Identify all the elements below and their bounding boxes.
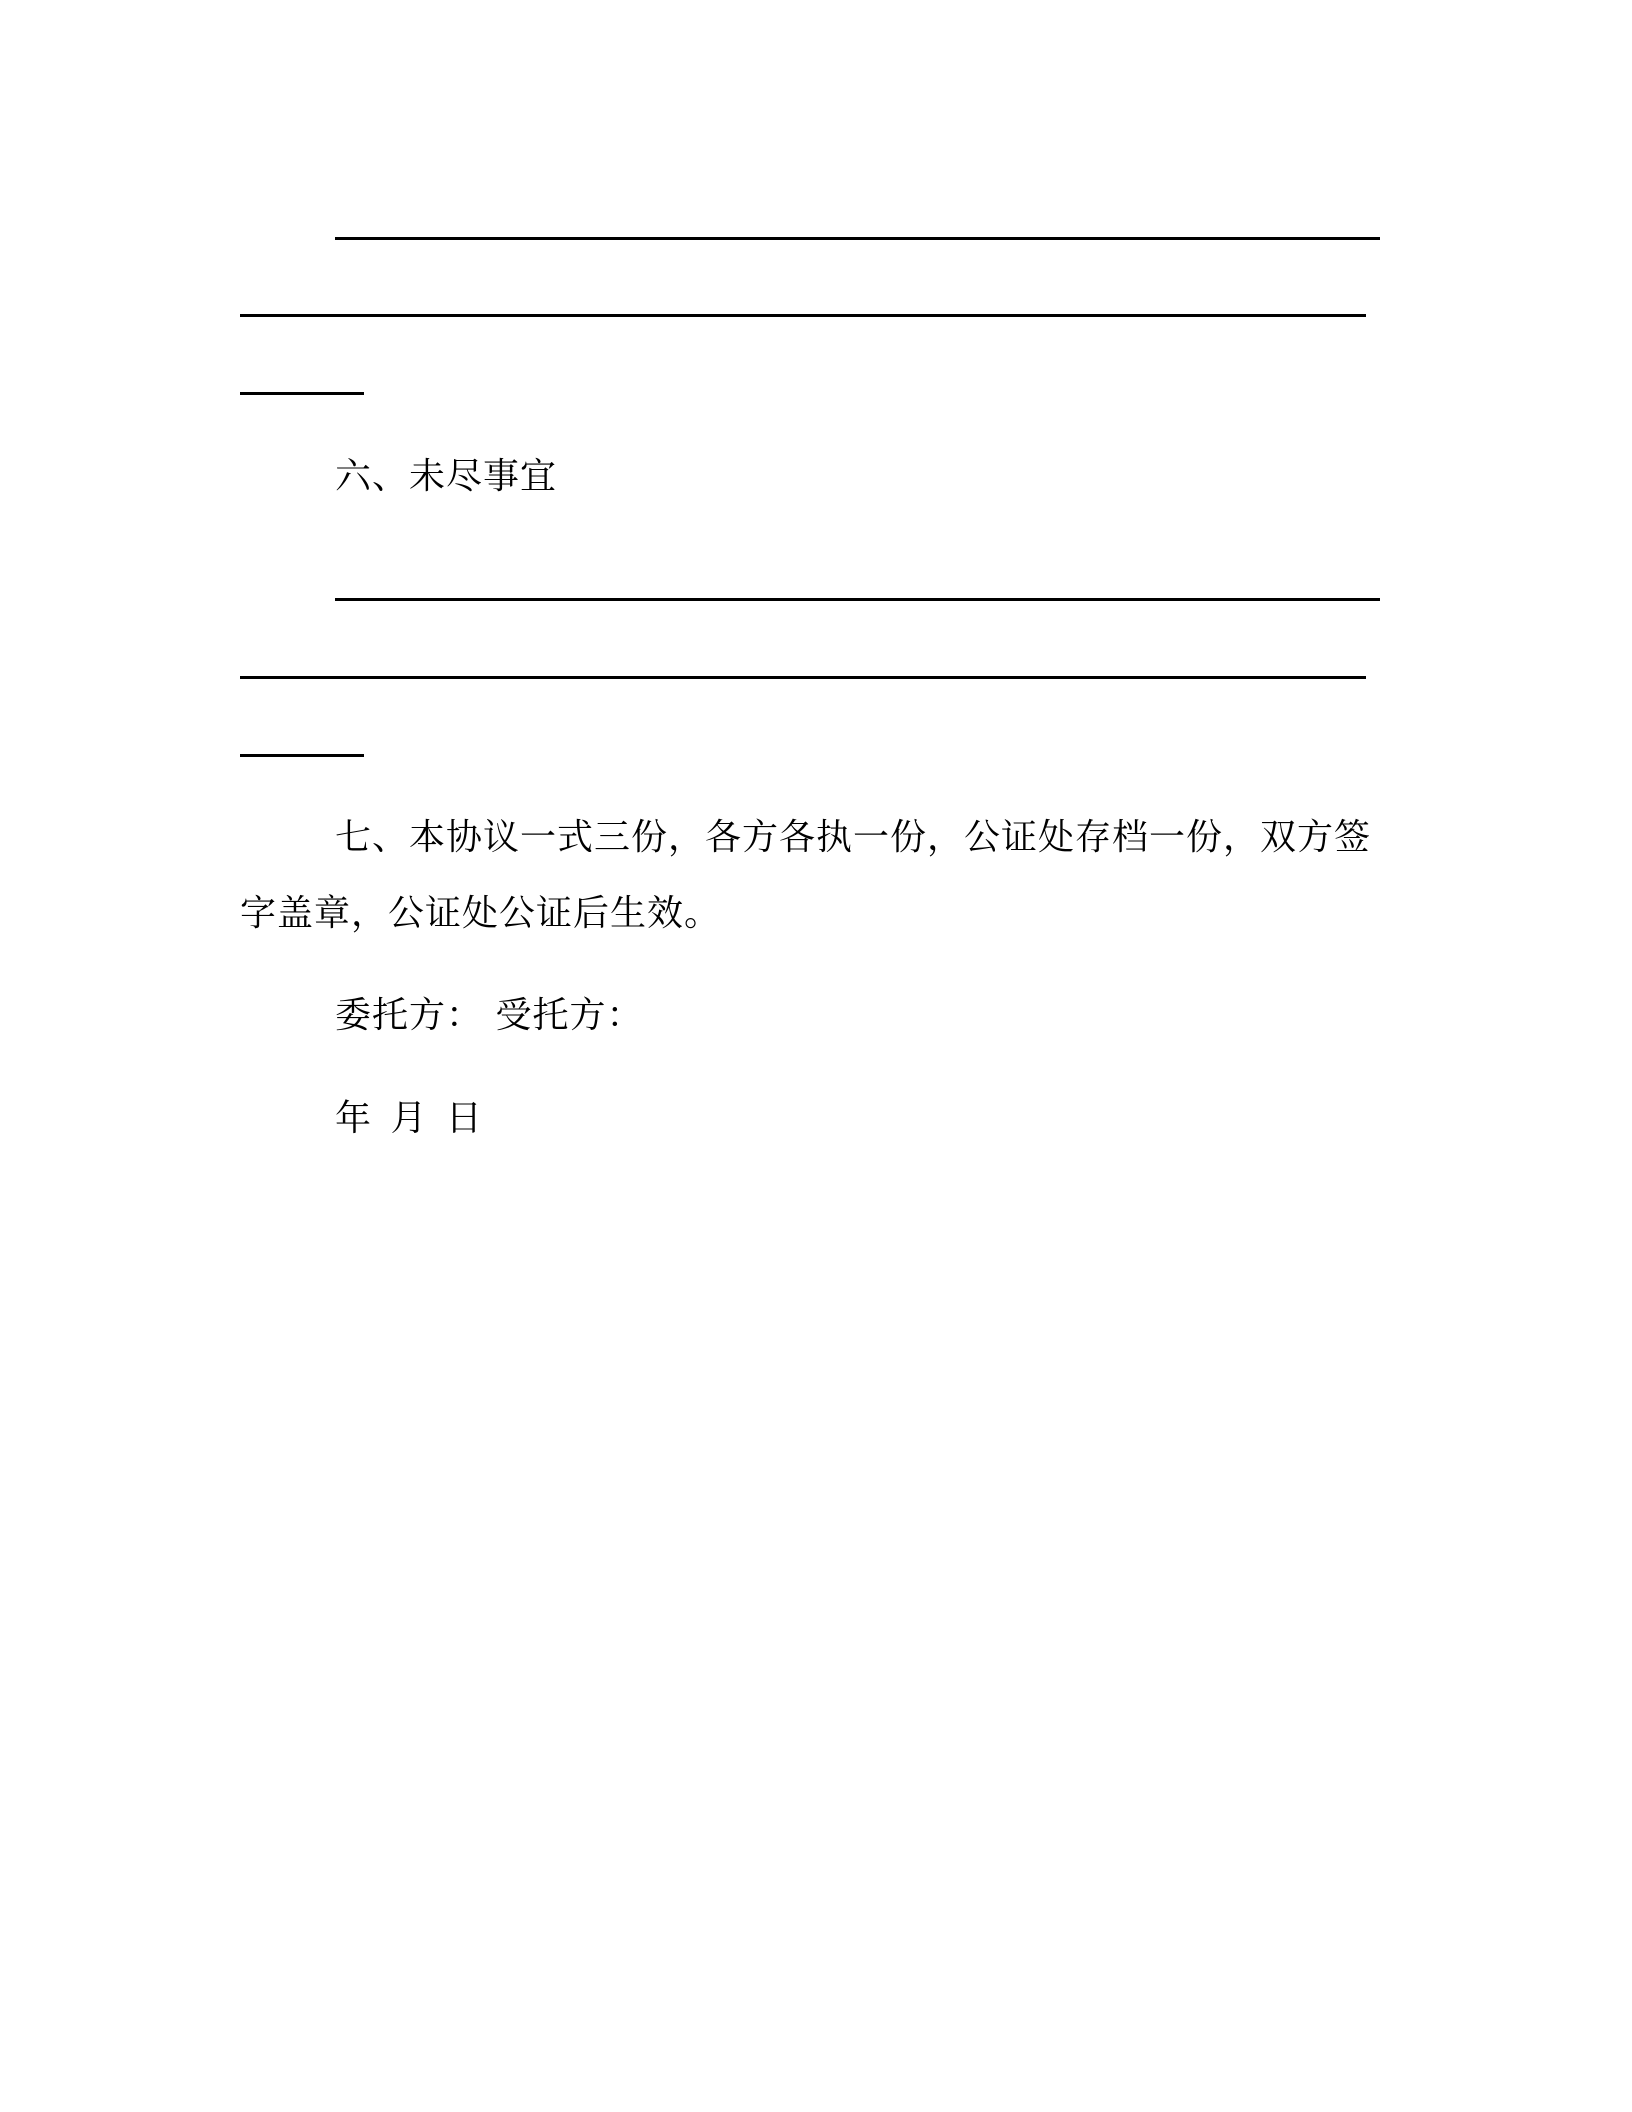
- blank-line: [240, 754, 364, 757]
- section-heading: 六、未尽事宜: [335, 456, 558, 497]
- blank-line: [240, 676, 1366, 679]
- signature-parties: 委托方： 受托方：: [335, 995, 644, 1036]
- section-paragraph-line: 七、本协议一式三份，各方各执一份，公证处存档一份，双方签: [335, 817, 1372, 858]
- blank-line: [335, 598, 1380, 601]
- blank-line: [240, 314, 1366, 317]
- blank-line: [335, 237, 1380, 240]
- section-paragraph-line: 字盖章，公证处公证后生效。: [240, 893, 722, 934]
- blank-line: [240, 392, 364, 395]
- signature-date: 年 月 日: [335, 1098, 483, 1139]
